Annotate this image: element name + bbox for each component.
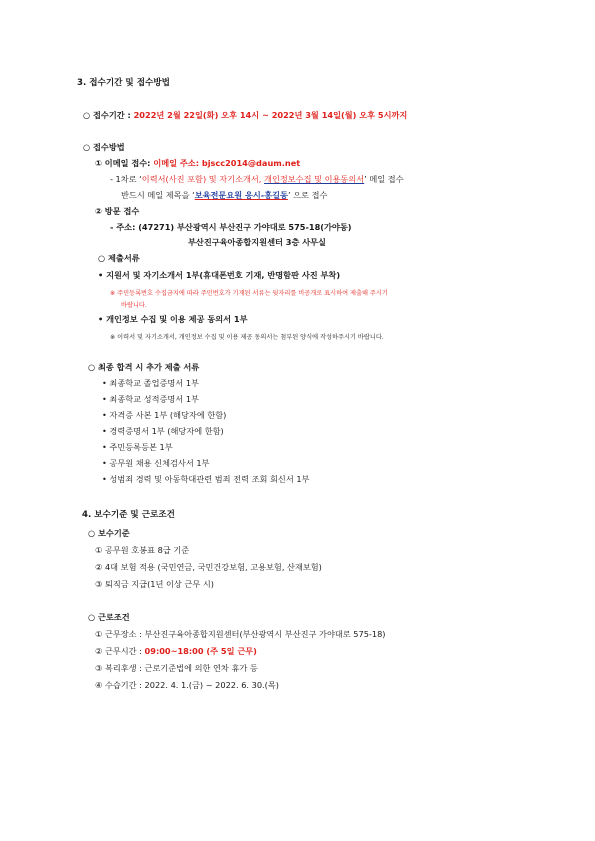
- final-docs-label: ○ 최종 합격 시 추가 제출 서류: [88, 362, 200, 372]
- doc-2: • 개인정보 수집 및 이용 제공 동의서 1부: [98, 314, 248, 324]
- email-desc-2: [121, 190, 327, 201]
- visit-label: ② 방문 접수: [95, 206, 140, 216]
- final-doc-item: • 주민등록등본 1부: [102, 442, 173, 452]
- probation-period: ④ 수습기간 : 2022. 4. 1.(금) ~ 2022. 6. 30.(목): [95, 680, 279, 690]
- work-label: ○ 근로조건: [88, 612, 130, 622]
- work-hours-value: 09:00~18:00 (주 5일 근무): [144, 646, 257, 656]
- docs-label: ○ 제출서류: [98, 253, 140, 263]
- section-4-title: 4. 보수기준 및 근로조건: [82, 510, 175, 520]
- visit-address-2: 부산진구육아종합지원센터 3층 사무실: [188, 237, 326, 247]
- final-doc-item: • 공무원 채용 신체검사서 1부: [102, 458, 210, 468]
- work-place: ① 근무장소 : 부산진구육아종합지원센터(부산광역시 부산진구 가야대로 575-18): [95, 629, 386, 639]
- period-value: 2022년 2월 22일(화) 오후 14시 ~ 2022년 3월 14일(월) 오후 5시까지: [133, 110, 408, 120]
- email-desc-1: [110, 174, 404, 185]
- final-doc-item: • 최종학교 성적증명서 1부: [102, 394, 199, 404]
- final-doc-item: • 최종학교 졸업증명서 1부: [102, 378, 199, 388]
- work-hours-label: ② 근무시간 :: [95, 646, 145, 656]
- pay-item: ① 공무원 호봉표 8급 기준: [95, 545, 190, 555]
- method-label: ○ 접수방법: [83, 142, 125, 152]
- email-desc-2-c: ’ 으로 접수: [287, 190, 328, 200]
- pay-item: ② 4대 보험 적용 (국민연금, 국민건강보험, 고용보험, 산재보험): [95, 562, 322, 572]
- email-subject-example: 보육전문요원 응시-홍길동: [194, 190, 288, 200]
- email-line: [95, 158, 300, 169]
- work-hours: [95, 646, 257, 657]
- email-label: ① 이메일 접수:: [95, 158, 154, 168]
- final-doc-item: • 자격증 사본 1부 (해당자에 한함): [102, 410, 227, 420]
- final-doc-item: • 성범죄 경력 및 아동학대관련 범죄 전력 조회 회신서 1부: [102, 474, 310, 484]
- email-desc-1-a: - 1차로 ‘: [110, 174, 142, 184]
- email-desc-1-d: ’ 메일 접수: [364, 174, 404, 184]
- pay-item: ③ 퇴직금 지급(1년 이상 근무 시): [95, 579, 214, 589]
- doc-1-note-2: 바랍니다.: [121, 302, 147, 309]
- pay-label: ○ 보수기준: [88, 528, 130, 538]
- section-3-title: 3. 접수기간 및 접수방법: [77, 78, 170, 88]
- email-desc-2-a: 반드시 메일 제목을 ‘: [121, 190, 195, 200]
- visit-address-1: - 주소: (47271) 부산광역시 부산진구 가야대로 575-18(가야동): [110, 222, 352, 232]
- email-desc-1-c: 개인정보수집 및 이용동의서: [264, 174, 365, 184]
- period-line: [83, 110, 407, 121]
- email-value: 이메일 주소: bjscc2014@daum.net: [153, 158, 301, 168]
- doc-1-note-1: ※ 주민등록번호 수집금지에 따라 주민번호가 기재된 서류는 뒷자리를 비공개로 표시하여 제출해 주시기: [110, 290, 388, 297]
- doc-2-note: ※ 이력서 및 자기소개서, 개인정보 수집 및 이용 제공 동의서는 첨부된 양식에 작성하주시기 바랍니다.: [110, 334, 384, 341]
- email-desc-1-b: 이력서(사진 포함) 및 자기소개서,: [141, 174, 265, 184]
- work-benefits: ③ 복리후생 : 근로기준법에 의한 연차 휴가 등: [95, 663, 258, 673]
- final-doc-item: • 경력증명서 1부 (해당자에 한함): [102, 426, 224, 436]
- doc-1: • 지원서 및 자기소개서 1부(휴대폰번호 기재, 반명함판 사진 부착): [98, 270, 341, 280]
- period-label: ○ 접수기간 :: [83, 110, 134, 120]
